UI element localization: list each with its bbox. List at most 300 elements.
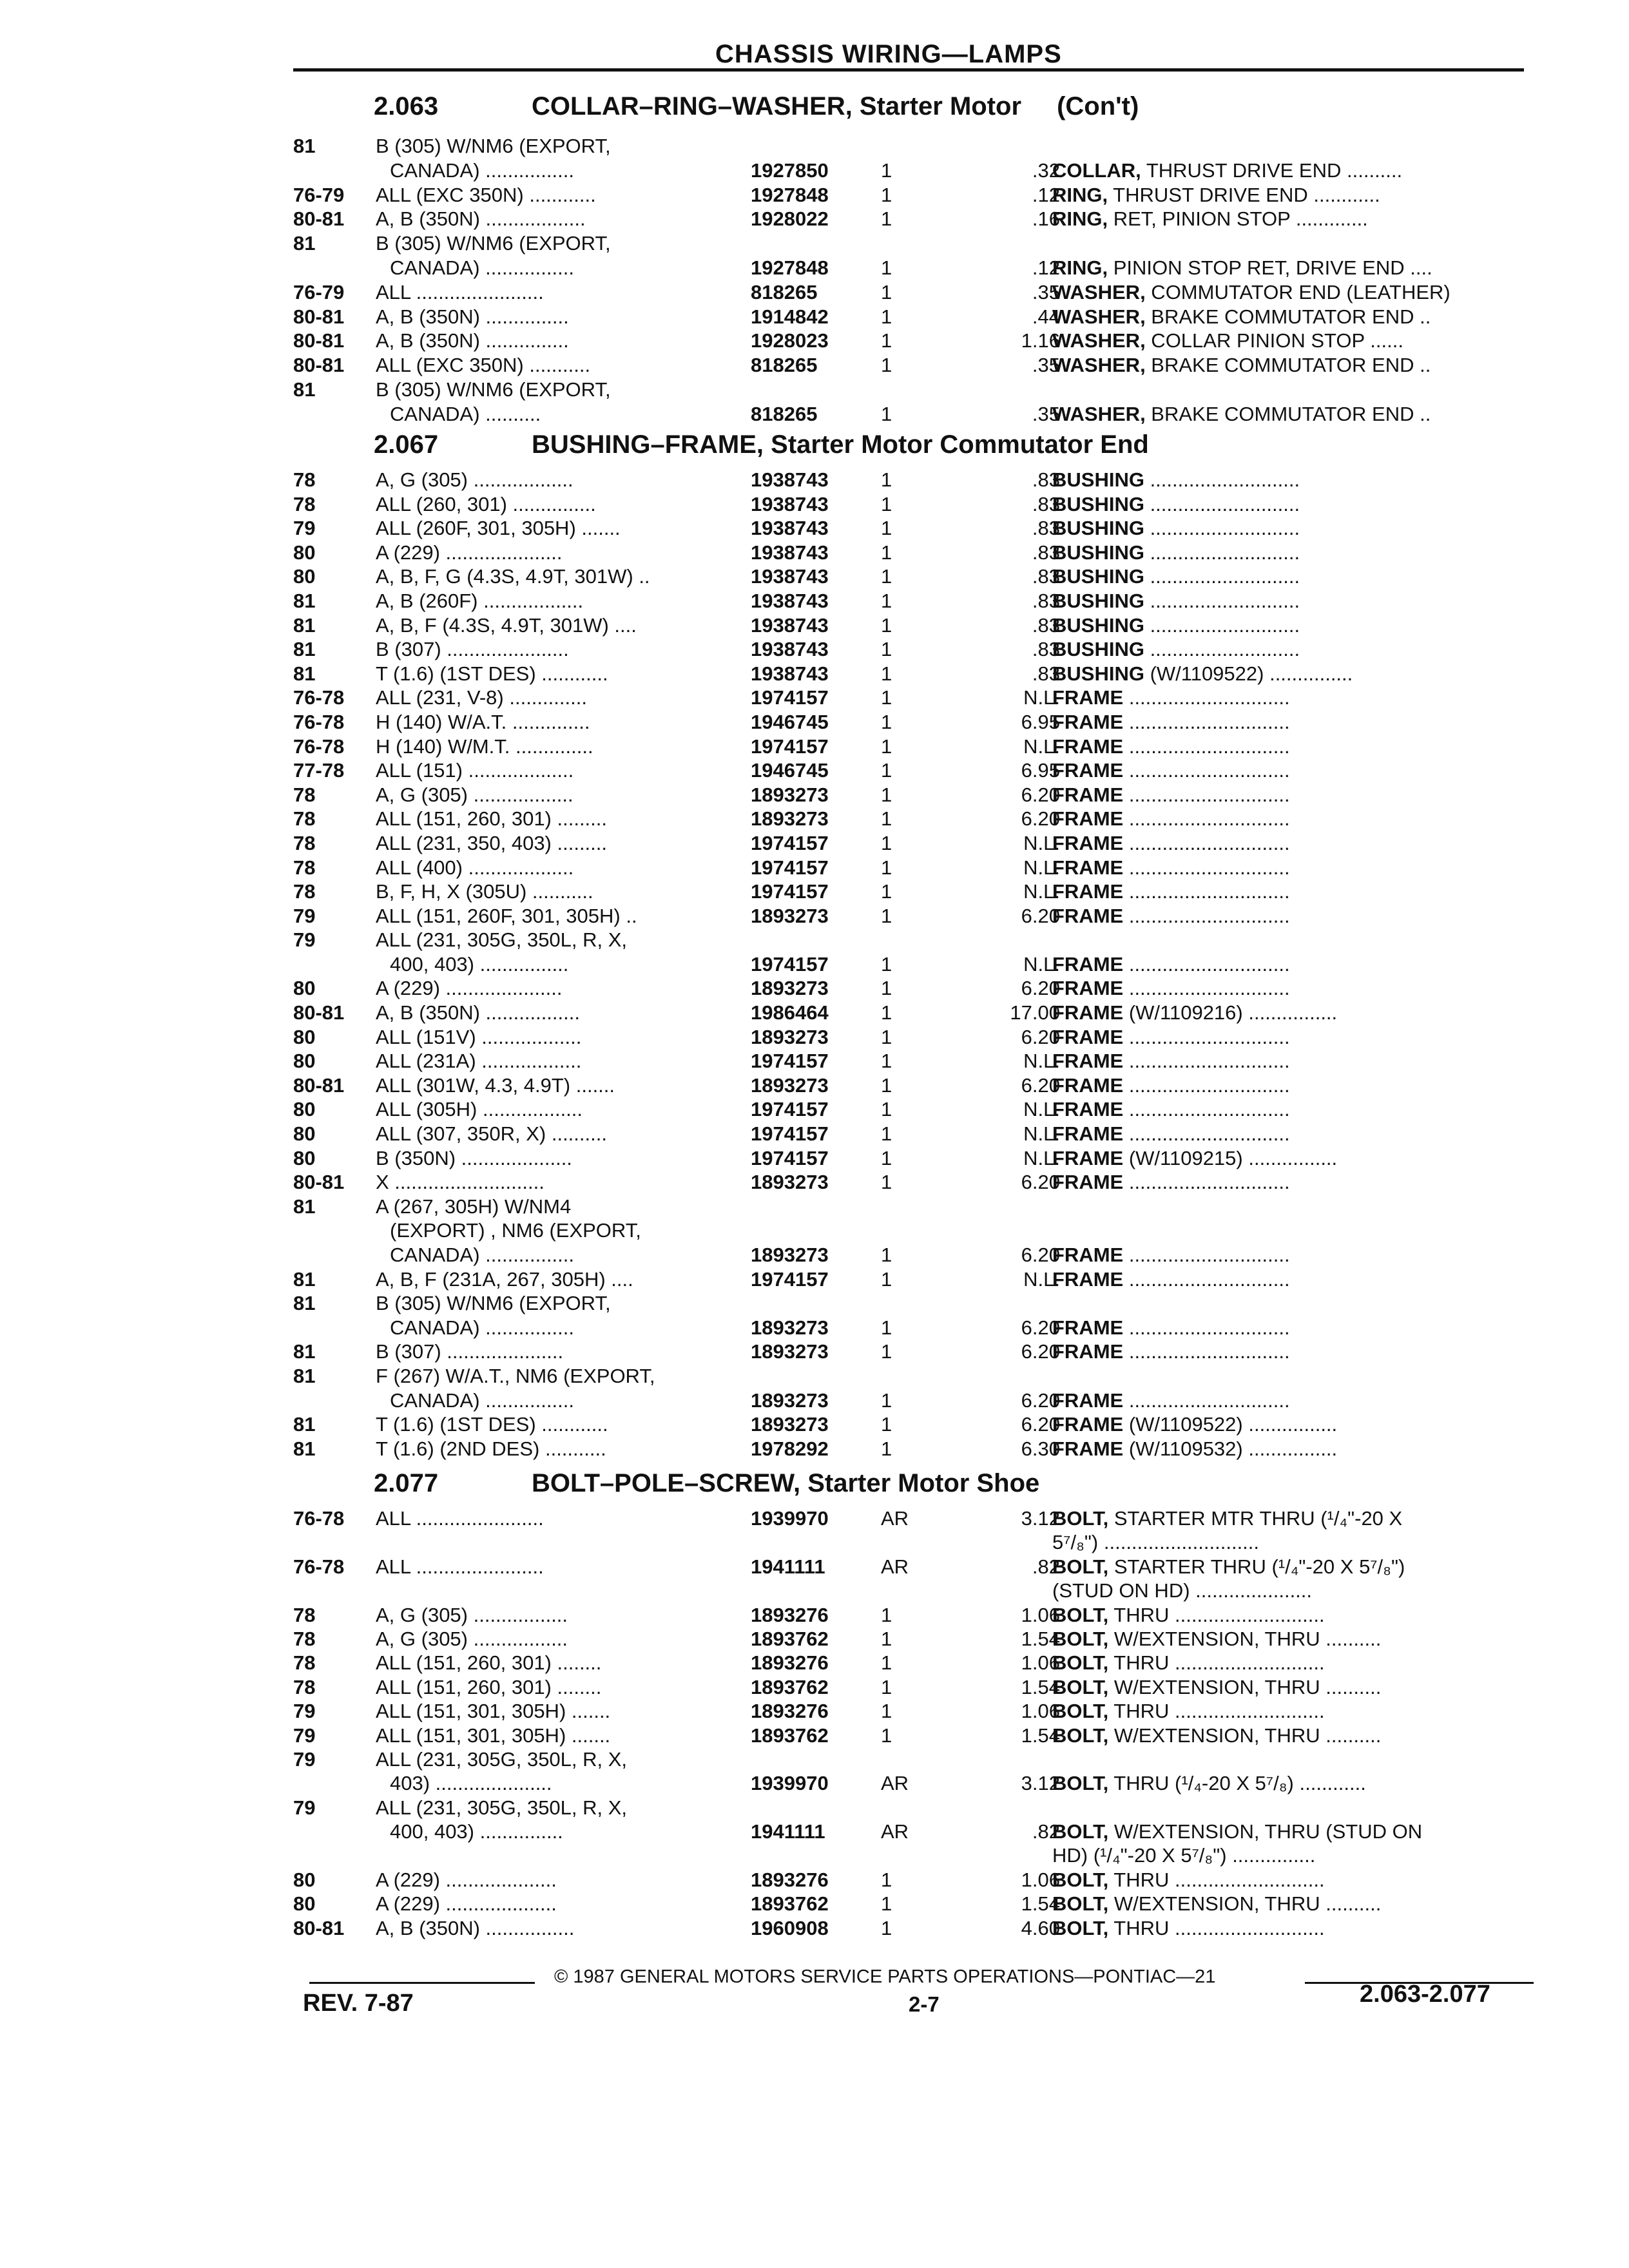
header-rule xyxy=(293,68,1524,72)
description-detail: THRUST DRIVE END ............ xyxy=(1108,183,1380,206)
table-row xyxy=(293,589,1524,613)
table-row xyxy=(293,492,1524,517)
application: A (267, 305H) W/NM4 xyxy=(376,1195,572,1218)
description-name: FRAME xyxy=(1052,783,1124,806)
table-row xyxy=(293,1412,1524,1437)
revision-label: REV. 7-87 xyxy=(303,1990,414,2017)
part-number: 1893273 xyxy=(751,1413,829,1436)
part-number: 1927848 xyxy=(751,256,829,279)
table-row xyxy=(293,976,1524,1001)
model-year: 81 xyxy=(293,638,316,661)
part-number: 1974157 xyxy=(751,1122,829,1146)
table-row xyxy=(293,1291,1524,1316)
description-detail: ............................. xyxy=(1123,783,1290,806)
table-row xyxy=(293,468,1524,492)
description xyxy=(1052,541,1523,565)
description-name: WASHER, xyxy=(1052,354,1146,377)
part-number: 1893273 xyxy=(751,1171,829,1194)
quantity: 1 xyxy=(881,1724,892,1747)
description xyxy=(1052,183,1523,207)
description xyxy=(1052,613,1523,638)
table-row xyxy=(293,1747,1524,1771)
page-number: 2-7 xyxy=(909,1992,940,2016)
description-name: FRAME xyxy=(1052,759,1124,782)
model-year: 81 xyxy=(293,378,316,401)
description-name: RING, xyxy=(1052,256,1108,279)
quantity: 1 xyxy=(881,783,892,806)
description xyxy=(1052,1049,1523,1073)
description-detail: THRU ........................... xyxy=(1108,1700,1325,1723)
model-year: 80 xyxy=(293,1892,316,1916)
part-number: 1938743 xyxy=(751,565,829,588)
description-name: BOLT, xyxy=(1052,1651,1109,1675)
quantity: 1 xyxy=(881,1146,892,1169)
table-row xyxy=(293,1916,1524,1940)
quantity: 1 xyxy=(881,735,892,758)
model-year: 80 xyxy=(293,1122,316,1146)
quantity: 1 xyxy=(881,1627,892,1650)
price: N.L. xyxy=(1023,880,1060,903)
part-number: 1938743 xyxy=(751,638,829,661)
price: N.L. xyxy=(1023,1098,1060,1121)
price: 6.20 xyxy=(1021,783,1060,806)
description-name: FRAME xyxy=(1052,1025,1124,1048)
table-row xyxy=(293,280,1524,305)
description xyxy=(1052,1868,1523,1892)
copyright-footer: © 1987 GENERAL MOTORS SERVICE PARTS OPERATIONS—PONTIAC—21 xyxy=(554,1966,1216,1987)
model-year: 80 xyxy=(293,565,316,588)
part-number: 1986464 xyxy=(751,1001,829,1024)
price: .83 xyxy=(1032,541,1060,564)
price: 6.20 xyxy=(1021,1340,1060,1363)
part-number: 1893762 xyxy=(751,1627,829,1650)
table-row xyxy=(293,904,1524,928)
description xyxy=(1052,1724,1523,1748)
table-row xyxy=(293,1195,1524,1219)
price: N.L. xyxy=(1023,686,1060,709)
part-number: 1893762 xyxy=(751,1724,829,1747)
description-name: BUSHING xyxy=(1052,662,1144,685)
model-year: 80 xyxy=(293,1050,316,1073)
table-row xyxy=(293,710,1524,735)
application: ALL (231, 305G, 350L, R, X, xyxy=(376,928,628,952)
price: .32 xyxy=(1032,159,1060,182)
application: CANADA) .......... xyxy=(390,402,541,425)
description-detail: W/EXTENSION, THRU .......... xyxy=(1108,1675,1382,1698)
model-year: 81 xyxy=(293,1413,316,1436)
price: 6.20 xyxy=(1021,977,1060,1000)
table-row xyxy=(293,735,1524,759)
description-detail: ........................... xyxy=(1144,541,1300,564)
model-year: 79 xyxy=(293,1724,316,1747)
price: .82 xyxy=(1032,1555,1060,1578)
quantity: 1 xyxy=(881,1001,892,1024)
application: H (140) W/A.T. .............. xyxy=(376,710,590,733)
price: .44 xyxy=(1032,305,1060,328)
price: 3.12 xyxy=(1021,1772,1060,1795)
model-year: 81 xyxy=(293,613,316,637)
part-number: 1978292 xyxy=(751,1437,829,1460)
price: .83 xyxy=(1032,468,1060,491)
part-number: 1946745 xyxy=(751,710,829,733)
model-year: 76-78 xyxy=(293,735,345,758)
description xyxy=(1052,1916,1523,1941)
description xyxy=(1052,207,1523,231)
description-detail: ............................. xyxy=(1123,807,1290,831)
description-detail: STARTER MTR THRU (¹/₄"-20 X xyxy=(1108,1507,1403,1530)
description-detail: ............................. xyxy=(1123,1098,1290,1121)
description-detail: ............................. xyxy=(1123,1267,1290,1291)
table-row xyxy=(293,1627,1524,1651)
description-detail: ............................. xyxy=(1123,735,1290,758)
quantity: 1 xyxy=(881,1603,892,1626)
description-name: FRAME xyxy=(1052,1413,1124,1436)
table-row xyxy=(293,353,1524,378)
section-number: 2.077 xyxy=(374,1469,439,1497)
description xyxy=(1052,637,1523,662)
part-number: 1974157 xyxy=(751,1098,829,1121)
price: .35 xyxy=(1032,354,1060,377)
description xyxy=(1052,1603,1523,1628)
description xyxy=(1052,831,1523,856)
model-year: 79 xyxy=(293,1700,316,1723)
description-detail: ............................. xyxy=(1123,1340,1290,1363)
quantity: 1 xyxy=(881,468,892,491)
quantity: 1 xyxy=(881,541,892,564)
application: A, G (305) ................. xyxy=(376,1603,568,1626)
model-year: 80 xyxy=(293,1868,316,1891)
model-year: 78 xyxy=(293,831,316,854)
model-year: 81 xyxy=(293,1195,316,1218)
application: ALL (260, 301) ............... xyxy=(376,492,596,515)
quantity: 1 xyxy=(881,1700,892,1723)
description xyxy=(1052,329,1523,353)
part-number: 1928022 xyxy=(751,207,829,231)
description xyxy=(1052,1170,1523,1195)
quantity: 1 xyxy=(881,1892,892,1916)
description-name: BOLT, xyxy=(1052,1700,1109,1723)
description-name: BOLT, xyxy=(1052,1820,1109,1843)
quantity: 1 xyxy=(881,613,892,637)
description-name: BOLT, xyxy=(1052,1675,1109,1698)
part-number: 1941111 xyxy=(751,1555,825,1578)
table-row xyxy=(293,952,1524,977)
description xyxy=(1052,1267,1523,1292)
application: A (229) ..................... xyxy=(376,977,563,1000)
description xyxy=(1052,1820,1523,1844)
table-row xyxy=(293,305,1524,329)
part-number: 1893276 xyxy=(751,1603,829,1626)
description-detail: BRAKE COMMUTATOR END .. xyxy=(1145,305,1431,328)
part-number: 1939970 xyxy=(751,1772,829,1795)
table-row xyxy=(293,856,1524,880)
price: 4.60 xyxy=(1021,1916,1060,1939)
quantity: 1 xyxy=(881,1098,892,1121)
description xyxy=(1052,1073,1523,1098)
table-row xyxy=(293,928,1524,952)
table-row xyxy=(293,1651,1524,1675)
description-detail: ........................... xyxy=(1144,589,1300,612)
table-row xyxy=(293,662,1524,686)
table-row xyxy=(293,159,1524,183)
application: ALL (231, V-8) .............. xyxy=(376,686,587,709)
model-year: 78 xyxy=(293,807,316,831)
description-name: BUSHING xyxy=(1052,638,1144,661)
section-title: BOLT–POLE–SCREW, Starter Motor Shoe xyxy=(532,1469,1040,1497)
description xyxy=(1052,305,1523,329)
quantity: 1 xyxy=(881,662,892,685)
description-name: FRAME xyxy=(1052,856,1124,879)
application: A, G (305) .................. xyxy=(376,468,574,491)
quantity: 1 xyxy=(881,1244,892,1266)
price: .35 xyxy=(1032,280,1060,303)
page-header: CHASSIS WIRING—LAMPS xyxy=(715,40,1062,68)
table-row xyxy=(293,1316,1524,1340)
part-number: 1893273 xyxy=(751,783,829,806)
price: N.L. xyxy=(1023,1267,1060,1291)
part-number: 1893273 xyxy=(751,1244,829,1266)
description xyxy=(1052,1025,1523,1050)
table-row xyxy=(293,1243,1524,1267)
quantity: 1 xyxy=(881,831,892,854)
description-detail: STARTER THRU (¹/₄"-20 X 5⁷/₈") xyxy=(1108,1555,1405,1578)
application: ALL (151) ................... xyxy=(376,759,574,782)
price: .16 xyxy=(1032,207,1060,231)
description-name: FRAME xyxy=(1052,977,1124,1000)
quantity: 1 xyxy=(881,492,892,515)
description-name: COLLAR, xyxy=(1052,159,1141,182)
quantity: 1 xyxy=(881,1413,892,1436)
description-name: BUSHING xyxy=(1052,589,1144,612)
description-name: FRAME xyxy=(1052,952,1124,975)
description-detail: ............................. xyxy=(1123,1050,1290,1073)
application: CANADA) ................ xyxy=(390,1389,574,1412)
quantity: 1 xyxy=(881,183,892,206)
price: 6.20 xyxy=(1021,1073,1060,1097)
table-row xyxy=(293,1001,1524,1025)
model-year: 80-81 xyxy=(293,207,345,231)
table-row xyxy=(293,1868,1524,1892)
description-detail: ............................. xyxy=(1123,831,1290,854)
model-year: 80 xyxy=(293,1146,316,1169)
description-detail: (W/1109532) ................ xyxy=(1123,1437,1338,1460)
description xyxy=(1052,1412,1523,1437)
description-name: BOLT, xyxy=(1052,1507,1109,1530)
quantity: 1 xyxy=(881,565,892,588)
description-name: BUSHING xyxy=(1052,613,1144,637)
section-number: 2.063 xyxy=(374,92,439,120)
table-row xyxy=(293,1724,1524,1747)
application: T (1.6) (1ST DES) ............ xyxy=(376,662,608,685)
table-row xyxy=(293,1603,1524,1627)
application: A, B (350N) ................. xyxy=(376,1001,580,1024)
application: ALL ....................... xyxy=(376,1555,544,1578)
application: B (307) ...................... xyxy=(376,638,569,661)
part-number: 1974157 xyxy=(751,1267,829,1291)
price: .83 xyxy=(1032,662,1060,685)
description-detail: ............................. xyxy=(1123,1025,1290,1048)
table-row xyxy=(293,1218,1524,1243)
quantity: 1 xyxy=(881,952,892,975)
model-year: 81 xyxy=(293,1437,316,1460)
application: F (267) W/A.T., NM6 (EXPORT, xyxy=(376,1364,655,1387)
quantity: 1 xyxy=(881,354,892,377)
table-row xyxy=(293,1122,1524,1146)
price: 1.06 xyxy=(1021,1700,1060,1723)
description-detail: ........................... xyxy=(1144,613,1300,637)
quantity: 1 xyxy=(881,402,892,425)
description-detail: ........................... xyxy=(1144,517,1300,540)
description-detail: ............................. xyxy=(1123,686,1290,709)
application: A, B (350N) ............... xyxy=(376,329,569,352)
table-row xyxy=(293,183,1524,207)
application: ALL (260F, 301, 305H) ....... xyxy=(376,517,621,540)
model-year: 79 xyxy=(293,928,316,952)
model-year: 80 xyxy=(293,1025,316,1048)
description xyxy=(1052,735,1523,759)
model-year: 80 xyxy=(293,541,316,564)
quantity: 1 xyxy=(881,256,892,279)
description-detail: ............................. xyxy=(1123,1244,1290,1266)
table-row xyxy=(293,1437,1524,1461)
quantity: 1 xyxy=(881,1916,892,1939)
part-number: 1938743 xyxy=(751,589,829,612)
quantity: 1 xyxy=(881,329,892,352)
parts-table xyxy=(293,1506,1524,1940)
application: ALL (231, 305G, 350L, R, X, xyxy=(376,1796,628,1819)
application: A, B (350N) ................ xyxy=(376,1916,575,1939)
application: B (350N) .................... xyxy=(376,1146,572,1169)
description-name: BOLT, xyxy=(1052,1603,1109,1626)
application: ALL (EXC 350N) ............ xyxy=(376,183,596,206)
table-row xyxy=(293,1555,1524,1579)
description-detail: W/EXTENSION, THRU .......... xyxy=(1108,1627,1382,1650)
model-year: 76-78 xyxy=(293,710,345,733)
quantity: 1 xyxy=(881,159,892,182)
price: 1.06 xyxy=(1021,1651,1060,1675)
description xyxy=(1052,1437,1523,1461)
price: N.L. xyxy=(1023,952,1060,975)
description-detail: THRU ........................... xyxy=(1108,1603,1325,1626)
part-number: 1938743 xyxy=(751,468,829,491)
price: 1.16 xyxy=(1021,329,1060,352)
description-name: BOLT, xyxy=(1052,1555,1109,1578)
price: N.L. xyxy=(1023,735,1060,758)
application: CANADA) ................ xyxy=(390,1316,574,1339)
model-year: 79 xyxy=(293,517,316,540)
part-number: 1974157 xyxy=(751,856,829,879)
application: A (229) ..................... xyxy=(376,541,563,564)
price: .83 xyxy=(1032,613,1060,637)
part-number: 1893273 xyxy=(751,807,829,831)
description xyxy=(1052,492,1523,517)
part-number: 1893273 xyxy=(751,1340,829,1363)
application: ALL (151, 301, 305H) ....... xyxy=(376,1700,611,1723)
description-name: WASHER, xyxy=(1052,305,1146,328)
model-year: 78 xyxy=(293,1675,316,1698)
part-number: 1893273 xyxy=(751,1316,829,1339)
description-detail: COLLAR PINION STOP ...... xyxy=(1145,329,1403,352)
model-year: 78 xyxy=(293,492,316,515)
application: 400, 403) ................ xyxy=(390,952,569,975)
model-year: 81 xyxy=(293,1267,316,1291)
description-name: FRAME xyxy=(1052,1316,1124,1339)
description-name: BUSHING xyxy=(1052,565,1144,588)
description-detail: BRAKE COMMUTATOR END .. xyxy=(1145,402,1431,425)
description-name: FRAME xyxy=(1052,831,1124,854)
quantity: AR xyxy=(881,1772,909,1795)
description-name: BUSHING xyxy=(1052,492,1144,515)
price: .12 xyxy=(1032,183,1060,206)
application: 403) ..................... xyxy=(390,1772,552,1795)
description xyxy=(1052,976,1523,1001)
model-year: 80 xyxy=(293,977,316,1000)
table-row xyxy=(293,1579,1524,1602)
part-number: 1974157 xyxy=(751,952,829,975)
table-row xyxy=(293,783,1524,807)
price: .35 xyxy=(1032,402,1060,425)
application: A, G (305) .................. xyxy=(376,783,574,806)
description xyxy=(1052,758,1523,783)
table-row xyxy=(293,1073,1524,1098)
application: CANADA) ................ xyxy=(390,1244,574,1266)
application: 400, 403) ............... xyxy=(390,1820,563,1843)
table-row xyxy=(293,613,1524,638)
application: ALL (151V) .................. xyxy=(376,1025,582,1048)
quantity: 1 xyxy=(881,856,892,879)
application: A, B, F, G (4.3S, 4.9T, 301W) .. xyxy=(376,565,650,588)
table-row xyxy=(293,256,1524,280)
description xyxy=(1052,904,1523,928)
model-year: 76-78 xyxy=(293,1555,345,1578)
quantity: 1 xyxy=(881,1073,892,1097)
description-name: FRAME xyxy=(1052,1171,1124,1194)
part-number: 818265 xyxy=(751,354,818,377)
description xyxy=(1052,686,1523,710)
price: 6.20 xyxy=(1021,1244,1060,1266)
part-number: 1974157 xyxy=(751,831,829,854)
quantity: 1 xyxy=(881,1437,892,1460)
quantity: 1 xyxy=(881,207,892,231)
price: .83 xyxy=(1032,638,1060,661)
description-detail: ........................... xyxy=(1144,492,1300,515)
price: .83 xyxy=(1032,565,1060,588)
description xyxy=(1052,564,1523,589)
table-row xyxy=(293,1843,1524,1867)
application: ALL (151, 260F, 301, 305H) .. xyxy=(376,904,637,927)
part-number: 1938743 xyxy=(751,517,829,540)
application: A (229) .................... xyxy=(376,1868,557,1891)
part-number: 818265 xyxy=(751,402,818,425)
description xyxy=(1052,1316,1523,1340)
description xyxy=(1052,856,1523,880)
description-detail: ............................. xyxy=(1123,759,1290,782)
description xyxy=(1052,710,1523,735)
part-number: 1938743 xyxy=(751,662,829,685)
application: A, B, F (4.3S, 4.9T, 301W) .... xyxy=(376,613,637,637)
price: 6.20 xyxy=(1021,1413,1060,1436)
table-row xyxy=(293,1506,1524,1530)
application: B (305) W/NM6 (EXPORT, xyxy=(376,232,611,255)
model-year: 80 xyxy=(293,1098,316,1121)
price: 6.20 xyxy=(1021,904,1060,927)
part-number: 1893762 xyxy=(751,1892,829,1916)
price: 6.20 xyxy=(1021,1171,1060,1194)
part-number: 1974157 xyxy=(751,686,829,709)
application: A, B (260F) .................. xyxy=(376,589,584,612)
part-number: 1938743 xyxy=(751,541,829,564)
price: 6.30 xyxy=(1021,1437,1060,1460)
